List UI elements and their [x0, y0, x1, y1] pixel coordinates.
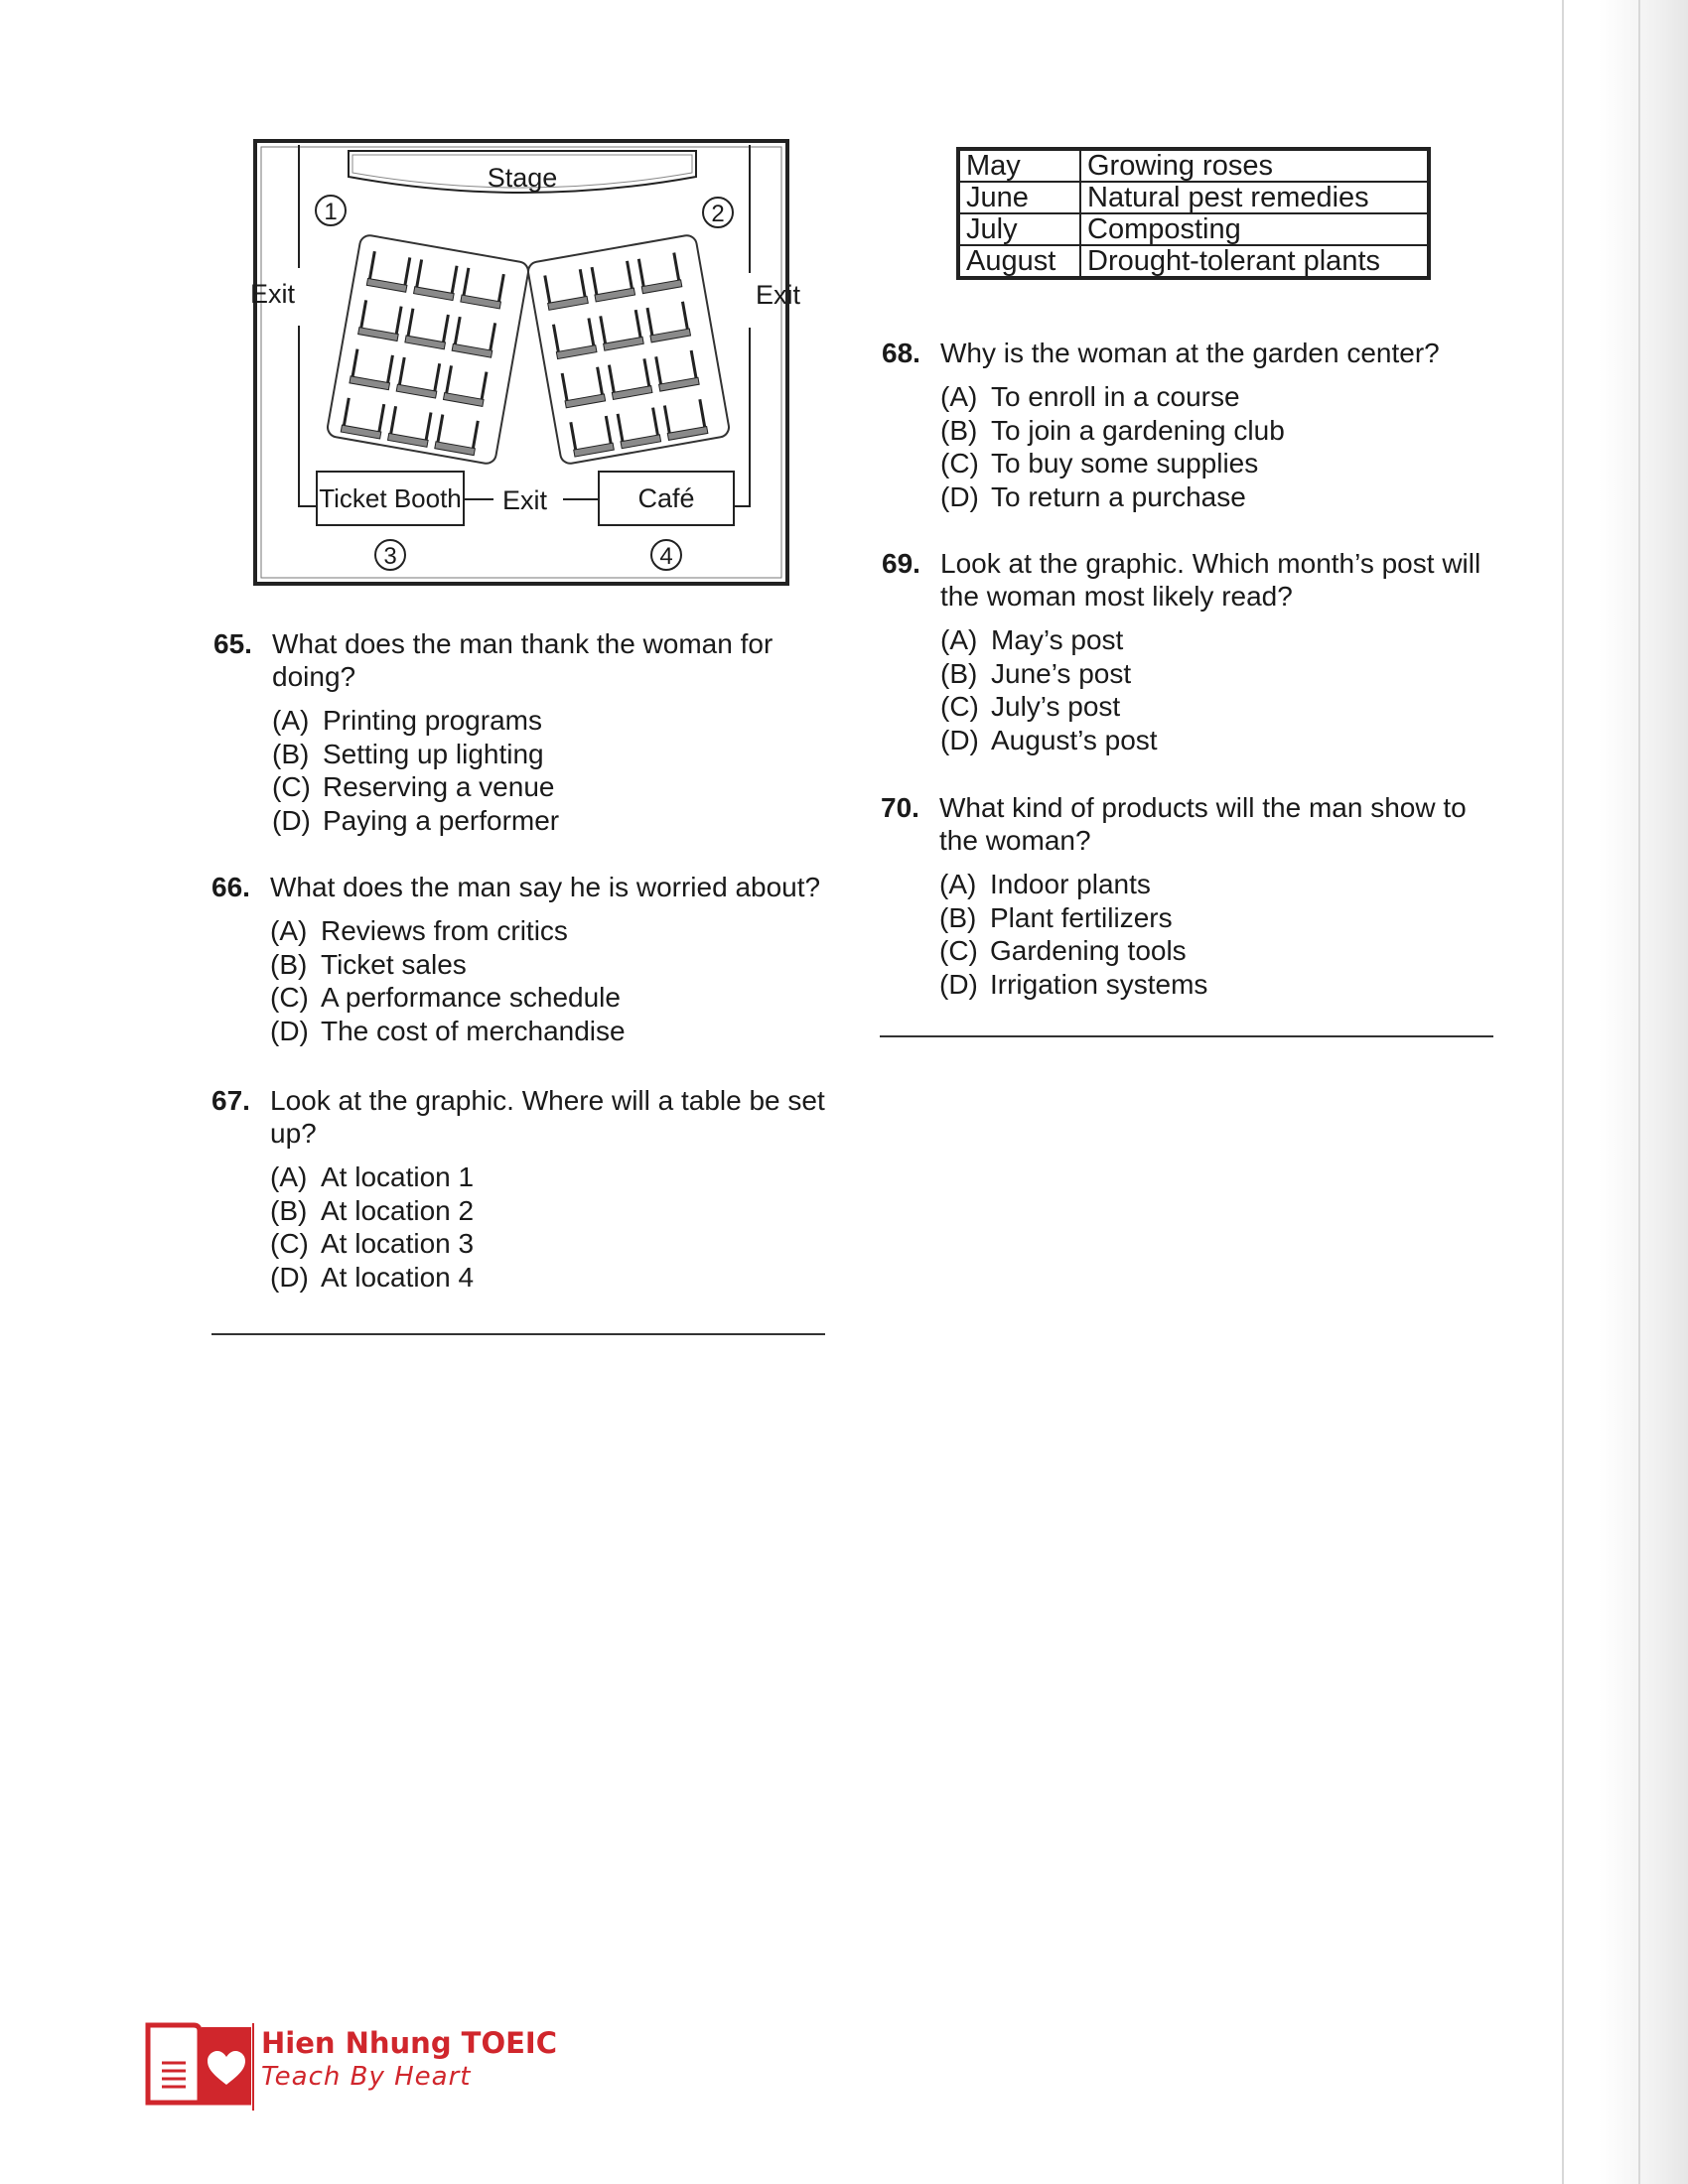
brand-text: [261, 2025, 557, 2093]
option-text: A performance schedule: [321, 982, 621, 1013]
brand-name: Hien Nhung TOEIC: [261, 2026, 558, 2060]
answer-options: [270, 914, 832, 1047]
exit-right-label: Exit: [756, 280, 801, 310]
garden-post-schedule-table: [956, 147, 1431, 280]
option-letter: (A): [270, 915, 308, 946]
schedule-month: June: [958, 182, 1080, 213]
question-69: [882, 547, 1502, 756]
question-text: What does the man say he is worried about?: [270, 872, 821, 902]
answer-option: [940, 380, 1502, 414]
option-text: The cost of merchandise: [321, 1015, 626, 1046]
answer-options: [940, 380, 1502, 513]
option-letter: (B): [270, 1194, 308, 1226]
brand-tagline: Teach By Heart: [261, 2062, 472, 2092]
option-letter: (B): [272, 738, 310, 769]
answer-options: [270, 1160, 832, 1294]
seating-block-left: [326, 234, 529, 466]
question-66: [211, 871, 832, 1047]
option-text: May’s post: [991, 624, 1124, 655]
location-marker-2: [703, 198, 733, 227]
answer-option: [939, 968, 1501, 1002]
answer-option: [270, 914, 832, 948]
answer-option: [270, 1261, 832, 1295]
answer-option: [939, 901, 1501, 935]
option-text: Plant fertilizers: [990, 901, 1173, 933]
option-letter: (C): [939, 935, 978, 966]
schedule-row: [958, 182, 1429, 213]
option-letter: (D): [940, 724, 979, 755]
answer-option: [940, 623, 1502, 657]
option-text: Printing programs: [323, 705, 542, 736]
option-text: At location 3: [321, 1228, 475, 1259]
option-letter: (D): [270, 1015, 309, 1046]
option-text: August’s post: [991, 724, 1158, 755]
answer-option: [272, 770, 834, 804]
location-number: 2: [711, 201, 725, 227]
option-letter: (C): [270, 982, 309, 1013]
question-67: [211, 1084, 832, 1294]
option-letter: (C): [270, 1228, 309, 1259]
question-text: Look at the graphic. Where will a table be set up?: [270, 1085, 825, 1149]
question-number: 67.: [211, 1085, 250, 1116]
answer-option: [270, 1194, 832, 1228]
question-text: What does the man thank the woman for doing?: [272, 628, 774, 692]
answer-option: [272, 738, 834, 771]
option-letter: (A): [270, 1161, 308, 1192]
option-text: To join a gardening club: [991, 414, 1285, 446]
seating-block-right: [526, 234, 730, 466]
option-letter: (D): [272, 804, 311, 836]
schedule-row: [958, 245, 1429, 278]
answer-option: [940, 447, 1502, 480]
question-number: 70.: [881, 792, 919, 823]
schedule-topic: Drought-tolerant plants: [1080, 245, 1429, 278]
answer-options: [940, 623, 1502, 756]
book-heart-icon: [148, 2025, 251, 2103]
option-letter: (B): [939, 901, 977, 933]
right-column-end-rule: [880, 1035, 1493, 1037]
location-number: 1: [324, 199, 338, 225]
answer-options: [272, 704, 834, 837]
option-letter: (B): [940, 657, 978, 689]
exit-bottom-label: Exit: [502, 485, 548, 515]
page-edge-shadow: [1599, 0, 1688, 2184]
schedule-month: May: [958, 149, 1080, 182]
option-letter: (A): [272, 705, 310, 736]
schedule-row: [958, 149, 1429, 182]
answer-option: [270, 981, 832, 1015]
option-text: Paying a performer: [323, 804, 560, 836]
schedule-month: July: [958, 213, 1080, 245]
answer-option: [272, 704, 834, 738]
answer-options: [939, 868, 1501, 1001]
answer-option: [939, 934, 1501, 968]
option-text: At location 4: [321, 1261, 475, 1293]
option-letter: (A): [940, 381, 978, 412]
location-number: 3: [383, 543, 397, 570]
question-70: [881, 791, 1501, 1001]
option-letter: (B): [940, 414, 978, 446]
answer-option: [940, 690, 1502, 724]
location-number: 4: [659, 543, 673, 570]
answer-option: [270, 948, 832, 982]
option-letter: (A): [939, 869, 977, 899]
floor-plan-graphic: [249, 139, 801, 586]
schedule-month: August: [958, 245, 1080, 278]
option-text: At location 2: [321, 1194, 475, 1226]
question-65: [213, 627, 834, 837]
schedule-topic: Composting: [1080, 213, 1429, 245]
option-text: Irrigation systems: [990, 968, 1208, 1000]
answer-option: [939, 868, 1501, 901]
question-number: 69.: [882, 548, 920, 579]
option-letter: (D): [270, 1261, 309, 1293]
question-text: What kind of products will the man show to the woman?: [939, 792, 1467, 856]
option-text: Reviews from critics: [321, 915, 568, 946]
option-letter: (D): [939, 968, 978, 1000]
option-text: Ticket sales: [321, 948, 467, 980]
schedule-topic: Growing roses: [1080, 149, 1429, 182]
answer-option: [270, 1015, 832, 1048]
left-column-end-rule: [211, 1333, 825, 1335]
option-text: Setting up lighting: [323, 738, 544, 769]
schedule-topic: Natural pest remedies: [1080, 182, 1429, 213]
answer-option: [940, 480, 1502, 514]
question-text: Look at the graphic. Which month’s post will the woman most likely read?: [940, 548, 1481, 612]
option-text: To buy some supplies: [991, 448, 1259, 478]
exit-left-label: Exit: [249, 279, 295, 309]
ticket-booth-label: Ticket Booth: [319, 483, 462, 513]
option-text: To enroll in a course: [991, 381, 1240, 412]
question-text: Why is the woman at the garden center?: [940, 338, 1440, 368]
option-text: Reserving a venue: [323, 771, 555, 802]
schedule-row: [958, 213, 1429, 245]
option-letter: (C): [272, 771, 311, 802]
page-edge-line: [1562, 0, 1564, 2184]
location-marker-1: [316, 196, 346, 225]
location-marker-4: [651, 540, 681, 570]
location-marker-3: [375, 540, 405, 570]
answer-option: [940, 724, 1502, 757]
cafe-label: Café: [637, 483, 695, 513]
option-letter: (B): [270, 948, 308, 980]
answer-option: [270, 1227, 832, 1261]
answer-option: [940, 414, 1502, 448]
page-edge-line: [1638, 0, 1640, 2184]
stage-label: Stage: [487, 163, 558, 193]
option-text: June’s post: [991, 657, 1132, 689]
option-text: Indoor plants: [990, 869, 1151, 899]
question-number: 68.: [882, 338, 920, 368]
question-number: 66.: [211, 872, 250, 902]
option-text: Gardening tools: [990, 935, 1187, 966]
answer-option: [940, 657, 1502, 691]
option-text: At location 1: [321, 1161, 475, 1192]
option-letter: (C): [940, 448, 979, 478]
option-letter: (D): [940, 480, 979, 512]
option-text: To return a purchase: [991, 480, 1246, 512]
option-text: July’s post: [991, 691, 1121, 722]
answer-option: [270, 1160, 832, 1194]
answer-option: [272, 804, 834, 838]
question-number: 65.: [213, 628, 252, 659]
question-68: [882, 337, 1502, 513]
option-letter: (A): [940, 624, 978, 655]
option-letter: (C): [940, 691, 979, 722]
